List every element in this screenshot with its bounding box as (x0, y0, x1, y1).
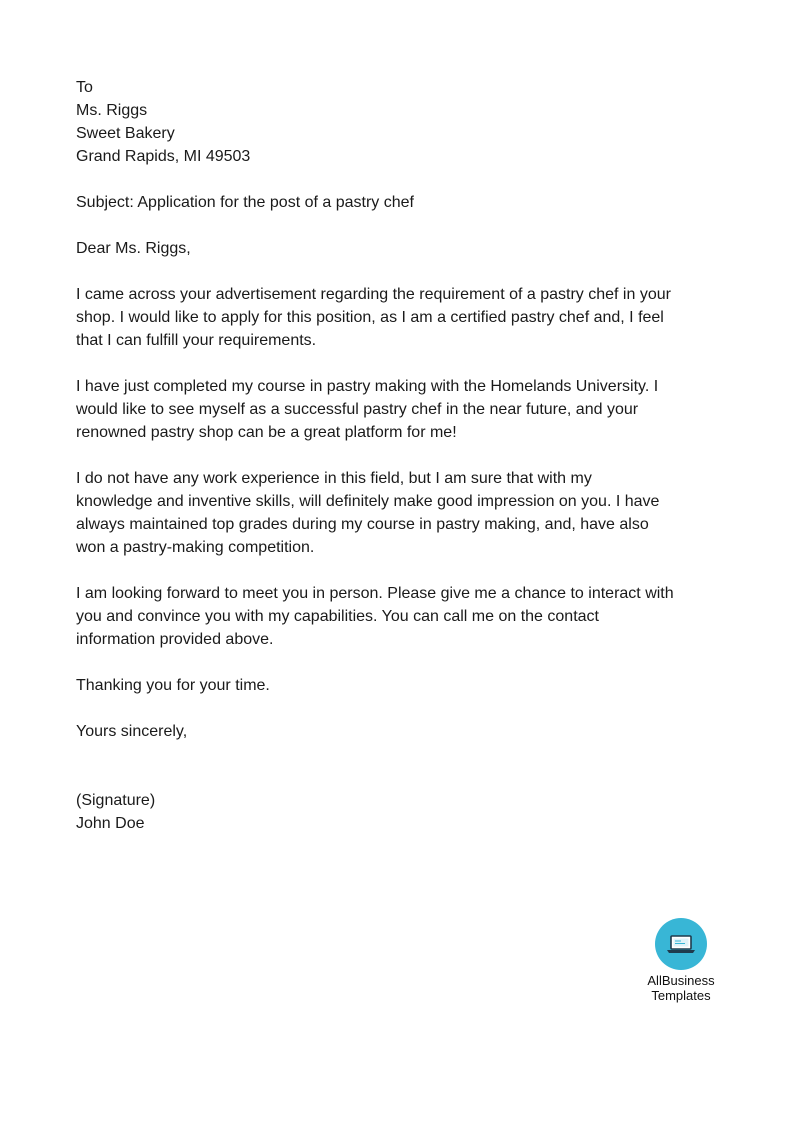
recipient-address (76, 76, 726, 168)
paragraph-3: I do not have any work experience in this field, but I am sure that with my knowledge and inventive skills, will definitely make good impression on you. I have always maintained top grades during my course in pastry making, and, have also won a pastry-making competition. (76, 470, 660, 556)
signature-label: (Signature) (76, 792, 156, 809)
signature-block (76, 789, 726, 835)
recipient-name: Ms. Riggs (76, 102, 148, 119)
closing: Yours sincerely, (76, 723, 188, 740)
laptop-icon (664, 932, 698, 956)
recipient-to: To (76, 79, 93, 96)
logo-circle (655, 918, 707, 970)
recipient-city: Grand Rapids, MI 49503 (76, 148, 251, 165)
paragraph-2: I have just completed my course in pastry making with the Homelands University. I would like to see myself as a successful pastry chef in the near future, and your renowned pastry shop can be a great platform for me! (76, 378, 659, 441)
letter-body (76, 76, 726, 835)
salutation: Dear Ms. Riggs, (76, 240, 191, 257)
paragraph-4: I am looking forward to meet you in person. Please give me a chance to interact with you and convince you with my capabilities. You can call me on the contact information provided above. (76, 585, 674, 648)
signer-name: John Doe (76, 815, 145, 832)
allbusiness-logo (636, 918, 726, 1003)
subject-line: Subject: Application for the post of a pastry chef (76, 194, 414, 211)
logo-text-line2: Templates (651, 988, 711, 1003)
paragraph-1: I came across your advertisement regarding the requirement of a pastry chef in your shop. I would like to apply for this position, as I am a certified pastry chef and, I feel that I can fulfill your requirements. (76, 286, 671, 349)
thanks-line: Thanking you for your time. (76, 677, 270, 694)
logo-text-line1: AllBusiness (647, 973, 715, 988)
recipient-company: Sweet Bakery (76, 125, 175, 142)
